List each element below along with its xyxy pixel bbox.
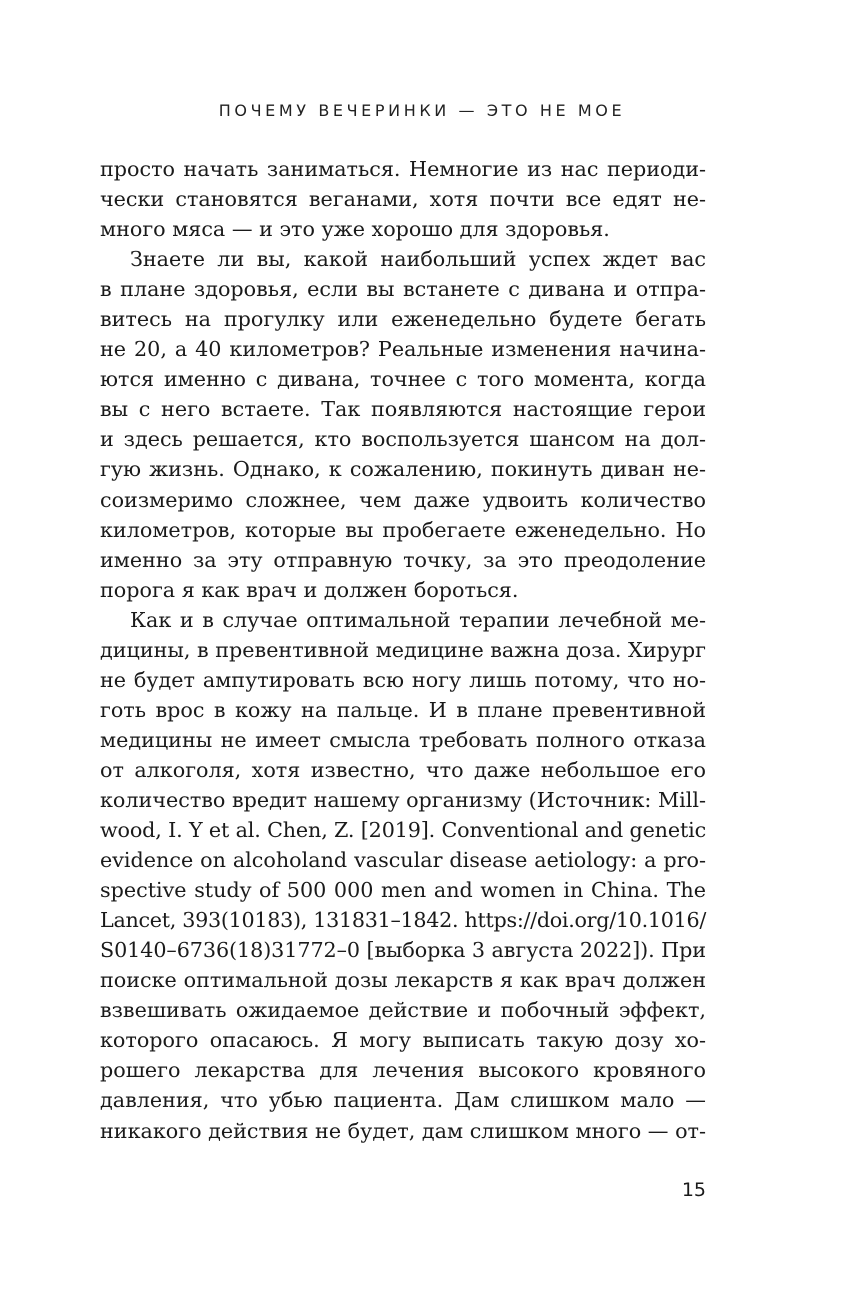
text-line: соизмеримо сложнее, чем даже удвоить количество <box>100 487 706 512</box>
text-line: Знаете ли вы, какой наибольший успех ждет вас <box>130 247 706 272</box>
text-line: медицины не имеет смысла требовать полного отказа <box>100 727 706 752</box>
text-line: рошего лекарства для лечения высокого кровяного <box>100 1058 706 1083</box>
text-line: взвешивать ожидаемое действие и побочный эффект, <box>100 998 706 1023</box>
paragraph <box>100 244 706 605</box>
text-line: Как и в случае оптимальной терапии лечебной ме- <box>130 607 706 632</box>
text-line: дицины, в превентивной медицине важна доза. Хирург <box>100 637 706 662</box>
text-line: километров, которые вы пробегаете еженедельно. Но <box>100 517 706 542</box>
text-line: ются именно с дивана, точнее с того момента, когда <box>100 367 706 392</box>
text-line: давления, что убью пациента. Дам слишком мало — <box>100 1088 706 1113</box>
text-line: S0140–6736(18)31772–0 [выборка 3 августа 2022]). При <box>100 938 706 963</box>
text-line: гую жизнь. Однако, к сожалению, покинуть диван не- <box>100 457 706 482</box>
text-line: evidence on alcoholand vascular disease aetiology: a pro- <box>100 848 706 873</box>
text-line: никакого действия не будет, дам слишком много — от- <box>100 1118 706 1143</box>
text-line: в плане здоровья, если вы встанете с дивана и отпра- <box>100 277 706 302</box>
text-line: порога я как врач и должен бороться. <box>100 577 519 602</box>
paragraph <box>100 154 706 244</box>
text-line: готь врос в кожу на пальце. И в плане превентивной <box>100 697 706 722</box>
text-line: количество вредит нашему организму (Источник: Mill- <box>100 787 706 812</box>
text-line: Lancet, 393(10183), 131831–1842. https://doi.org/10.1016/ <box>100 908 706 933</box>
text-line: которого опасаюсь. Я могу выписать такую дозу хо- <box>100 1028 706 1053</box>
text-line: и здесь решается, кто воспользуется шансом на дол- <box>100 427 706 452</box>
text-line: spective study of 500 000 men and women in China. The <box>100 878 706 903</box>
running-head: ПОЧЕМУ ВЕЧЕРИНКИ — ЭТО НЕ МОЕ <box>218 101 626 120</box>
text-line: просто начать заниматься. Немногие из нас периоди- <box>100 157 706 181</box>
text-line: wood, I. Y et al. Chen, Z. [2019]. Conventional and genetic <box>100 818 707 843</box>
text-line: от алкоголя, хотя известно, что даже небольшое его <box>100 757 706 782</box>
text-line: чески становятся веганами, хотя почти все едят не- <box>100 187 706 212</box>
text-line: поиске оптимальной дозы лекарств я как врач должен <box>100 968 706 993</box>
text-line: много мяса — и это уже хорошо для здоровья. <box>100 217 610 242</box>
text-line: не будет ампутировать всю ногу лишь потому, что но- <box>100 667 706 692</box>
paragraph <box>100 605 706 1146</box>
body-text <box>100 154 706 1146</box>
page-number: 15 <box>681 1179 706 1201</box>
text-line: именно за эту отправную точку, за это преодоление <box>100 547 706 572</box>
text-line: витесь на прогулку или еженедельно будете бегать <box>100 307 706 332</box>
text-line: не 20, а 40 километров? Реальные изменения начина- <box>100 337 706 362</box>
text-line: вы с него встаете. Так появляются настоящие герои <box>100 397 706 422</box>
